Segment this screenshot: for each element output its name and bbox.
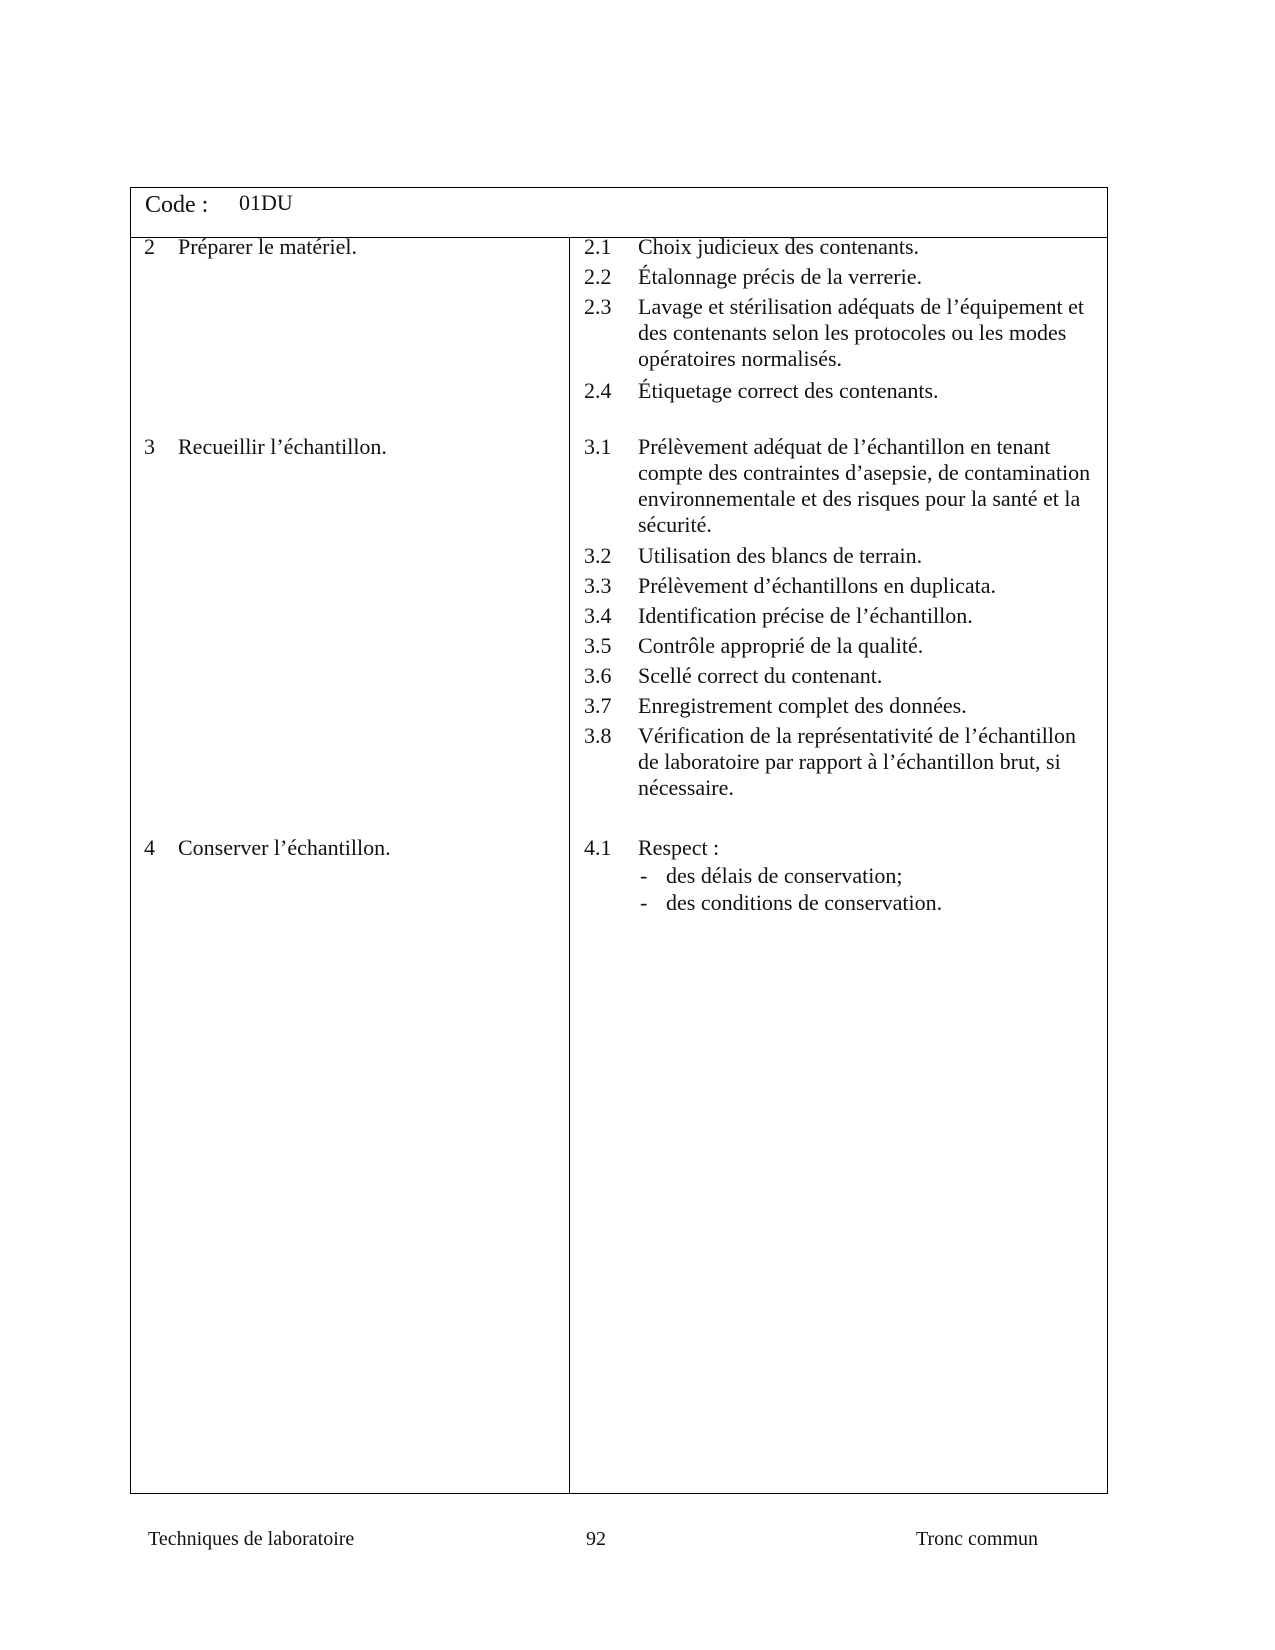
code-value: 01DU — [239, 190, 293, 215]
element-text: Préparer le matériel. — [178, 234, 357, 259]
dash-bullet: - — [640, 863, 648, 888]
criterion-text: Prélèvement adéquat de l’échantillon en tenant compte des contraintes d’asepsie, de contamination environnementale et des risques pour la santé et la sécurité. — [638, 434, 1091, 537]
subitem-text: des conditions de conservation. — [666, 890, 943, 915]
footer-left: Techniques de laboratoire — [148, 1528, 355, 1550]
criterion-number: 3.6 — [584, 663, 612, 688]
column-divider — [569, 238, 570, 1493]
criterion-text: Étalonnage précis de la verrerie. — [638, 264, 923, 289]
element-text: Conserver l’échantillon. — [178, 835, 391, 860]
criterion-text: Vérification de la représentativité de l’échantillon de laboratoire par rapport à l’échantillon brut, si nécessaire. — [638, 723, 1076, 800]
element-text: Recueillir l’échantillon. — [178, 434, 387, 459]
criterion-number: 2.3 — [584, 294, 612, 319]
criterion-number: 3.4 — [584, 603, 612, 628]
criterion-number: 3.1 — [584, 434, 612, 459]
footer-right: Tronc commun — [916, 1528, 1039, 1550]
element-number: 3 — [144, 434, 155, 459]
criterion-text: Identification précise de l’échantillon. — [638, 603, 973, 628]
subitem-text: des délais de conservation; — [666, 863, 903, 888]
criterion-text: Contrôle approprié de la qualité. — [638, 633, 924, 658]
criterion-text: Enregistrement complet des données. — [638, 693, 967, 718]
code-row — [131, 188, 1107, 238]
code-label: Code : — [145, 192, 209, 218]
criterion-text: Utilisation des blancs de terrain. — [638, 543, 923, 568]
criterion-number: 3.8 — [584, 723, 612, 748]
criterion-number: 4.1 — [584, 835, 612, 860]
criterion-number: 2.2 — [584, 264, 612, 289]
criterion-subitem — [640, 863, 902, 889]
criterion-number: 3.5 — [584, 633, 612, 658]
criterion-number: 2.4 — [584, 378, 612, 403]
criterion-number: 3.7 — [584, 693, 612, 718]
criterion-text: Choix judicieux des contenants. — [638, 234, 920, 259]
criterion-number: 3.2 — [584, 543, 612, 568]
criterion-text: Étiquetage correct des contenants. — [638, 378, 939, 403]
criterion-subitem — [640, 890, 942, 916]
page-number: 92 — [586, 1528, 606, 1550]
criterion-number: 3.3 — [584, 573, 612, 598]
criterion-text: Lavage et stérilisation adéquats de l’équipement et des contenants selon les protocoles ou les modes opératoires normalisés. — [638, 294, 1084, 371]
element-number: 4 — [144, 835, 155, 860]
criterion-text: Scellé correct du contenant. — [638, 663, 883, 688]
element-number: 2 — [144, 234, 155, 259]
criterion-text: Prélèvement d’échantillons en duplicata. — [638, 573, 996, 598]
criterion-text: Respect : — [638, 835, 720, 860]
criterion-number: 2.1 — [584, 234, 612, 259]
dash-bullet: - — [640, 890, 648, 915]
